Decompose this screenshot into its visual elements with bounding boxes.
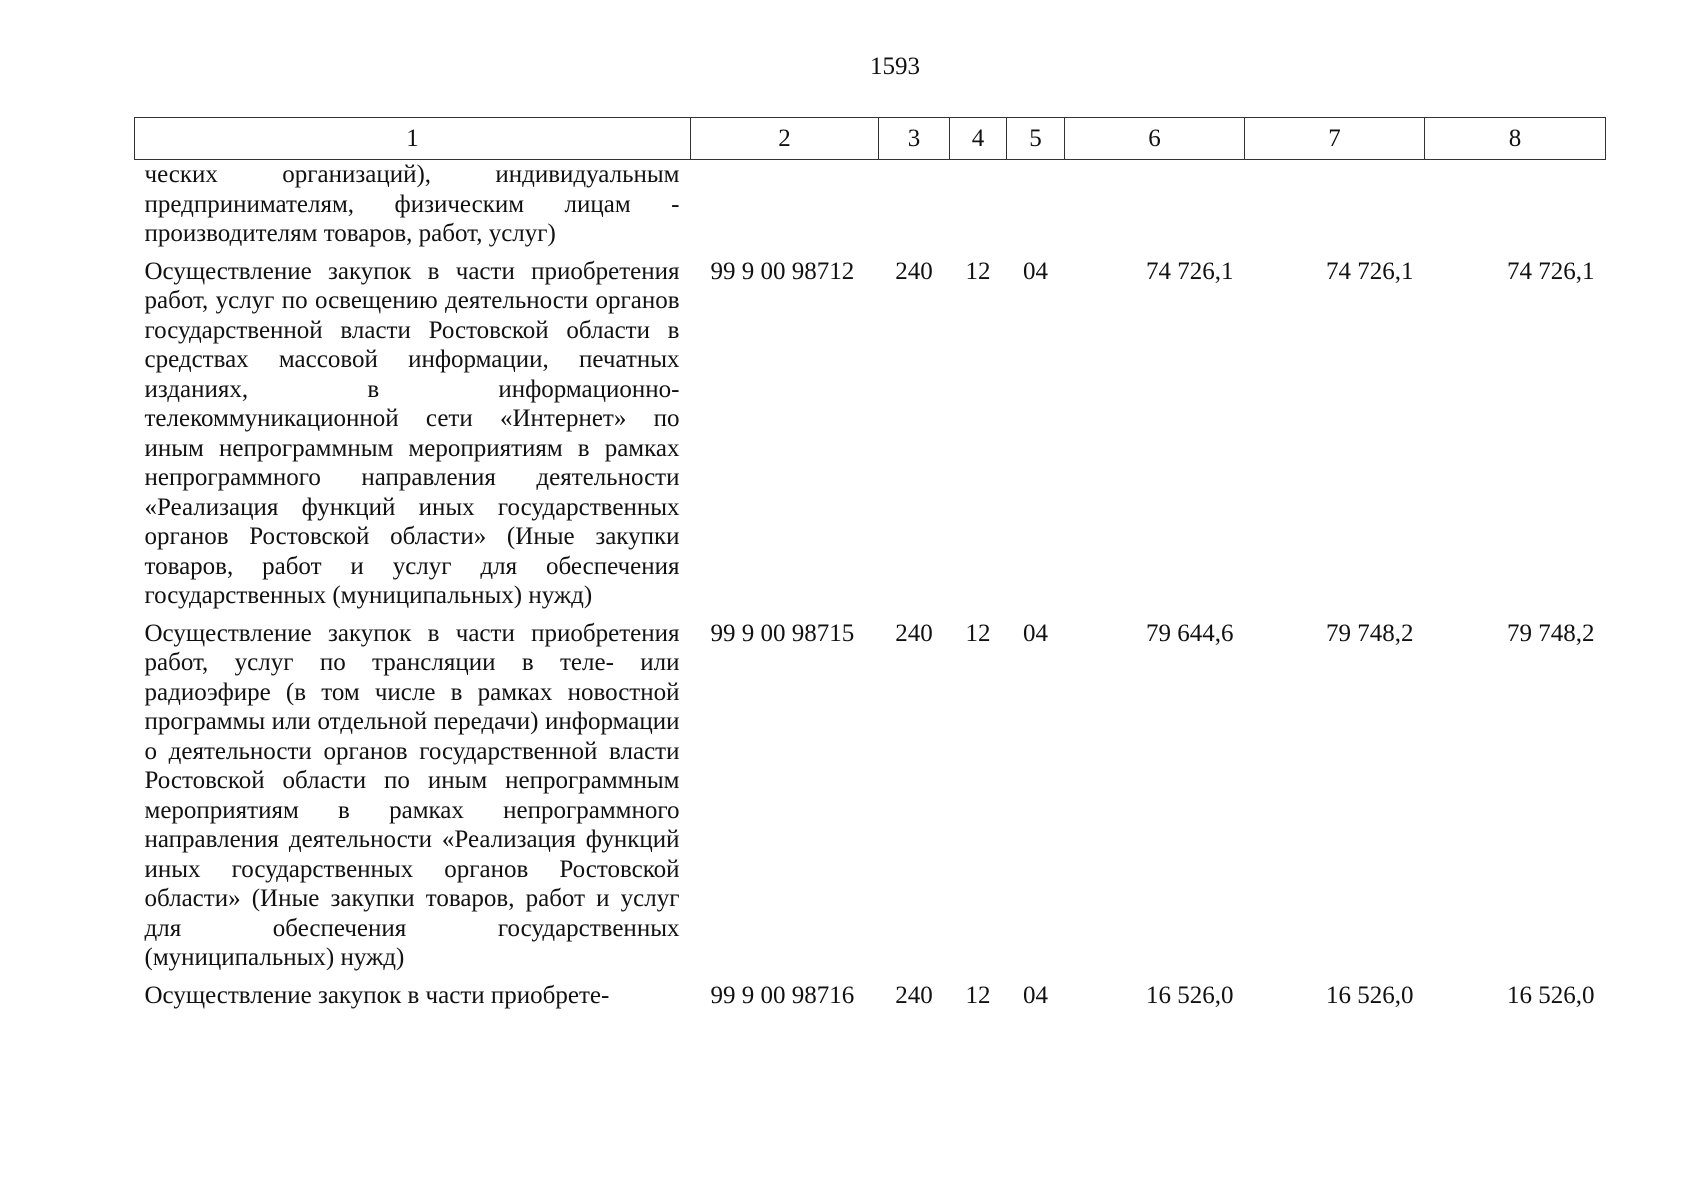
- row-amount-col7: 74 726,1: [1326, 257, 1414, 285]
- row-section: 12: [965, 257, 991, 285]
- row-amount-col7: 16 526,0: [1326, 981, 1414, 1009]
- row-amount-col8: [1425, 160, 1606, 257]
- column-header-3: 3: [879, 118, 950, 160]
- row-amount-col7: [1245, 160, 1425, 257]
- table-row: [135, 981, 1606, 1019]
- row-description: Осуществление закупок в части приобретения работ, услуг по освещению деятельности органов государственной власти Ростовской области в средствах массовой информации, печатных изданиях, в информационно-телекоммуникационной сети «Интернет» по иным непрограммным мероприятиям в рамках непрограммного направления деятельности «Реализация функций иных государственных органов Ростовской области» (Иные закупки товаров, работ и услуг для обеспечения государственных (муниципальных) нужд): [144, 257, 680, 609]
- column-header-2: 2: [691, 118, 879, 160]
- row-subsection: 04: [1023, 257, 1048, 285]
- row-subsection: 04: [1023, 981, 1048, 1009]
- column-header-6: 6: [1065, 118, 1245, 160]
- row-expense-type: [879, 160, 950, 257]
- row-section: 12: [965, 619, 991, 647]
- budget-table: [134, 117, 1606, 1018]
- row-expense-type: 240: [895, 257, 933, 285]
- column-header-7: 7: [1245, 118, 1425, 160]
- row-subsection: 04: [1023, 619, 1048, 647]
- row-target-code: 99 9 00 98715: [710, 619, 855, 647]
- column-header-4: 4: [950, 118, 1007, 160]
- row-amount-col6: 79 644,6: [1146, 619, 1234, 647]
- row-description: Осуществление закупок в части приобрете-: [144, 981, 610, 1009]
- row-section: 12: [965, 981, 991, 1009]
- row-target-code: 99 9 00 98712: [710, 257, 855, 285]
- row-subsection: [1007, 160, 1065, 257]
- page-number: 1593: [870, 53, 920, 80]
- row-amount-col7: 79 748,2: [1326, 619, 1414, 647]
- row-target-code: 99 9 00 98716: [710, 981, 855, 1009]
- table-row: [135, 257, 1606, 619]
- row-description: ческих организаций), индивидуальным предпринимателям, физическим лицам - производителям товаров, работ, услуг): [144, 161, 680, 247]
- row-amount-col8: 79 748,2: [1507, 619, 1595, 647]
- row-amount-col8: 74 726,1: [1507, 257, 1595, 285]
- table-header-row: [135, 118, 1606, 160]
- row-amount-col8: 16 526,0: [1507, 981, 1595, 1009]
- table-row: [135, 619, 1606, 981]
- row-expense-type: 240: [895, 981, 933, 1009]
- table-row: [135, 160, 1606, 257]
- column-header-1: 1: [135, 118, 691, 160]
- column-header-8: 8: [1425, 118, 1606, 160]
- column-header-5: 5: [1007, 118, 1065, 160]
- row-section: [950, 160, 1007, 257]
- row-amount-col6: 16 526,0: [1146, 981, 1234, 1009]
- row-description: Осуществление закупок в части приобретения работ, услуг по трансляции в теле- или радиоэфире (в том числе в рамках новостной программы или отдельной передачи) информации о деятельности органов государственной власти Ростовской области по иным непрограммным мероприятиям в рамках непрограммного направления деятельности «Реализация функций иных государственных органов Ростовской области» (Иные закупки товаров, работ и услуг для обеспечения государственных (муниципальных) нужд): [144, 619, 680, 971]
- row-amount-col6: 74 726,1: [1146, 257, 1234, 285]
- row-expense-type: 240: [895, 619, 933, 647]
- row-amount-col6: [1065, 160, 1245, 257]
- row-target-code: [691, 160, 879, 257]
